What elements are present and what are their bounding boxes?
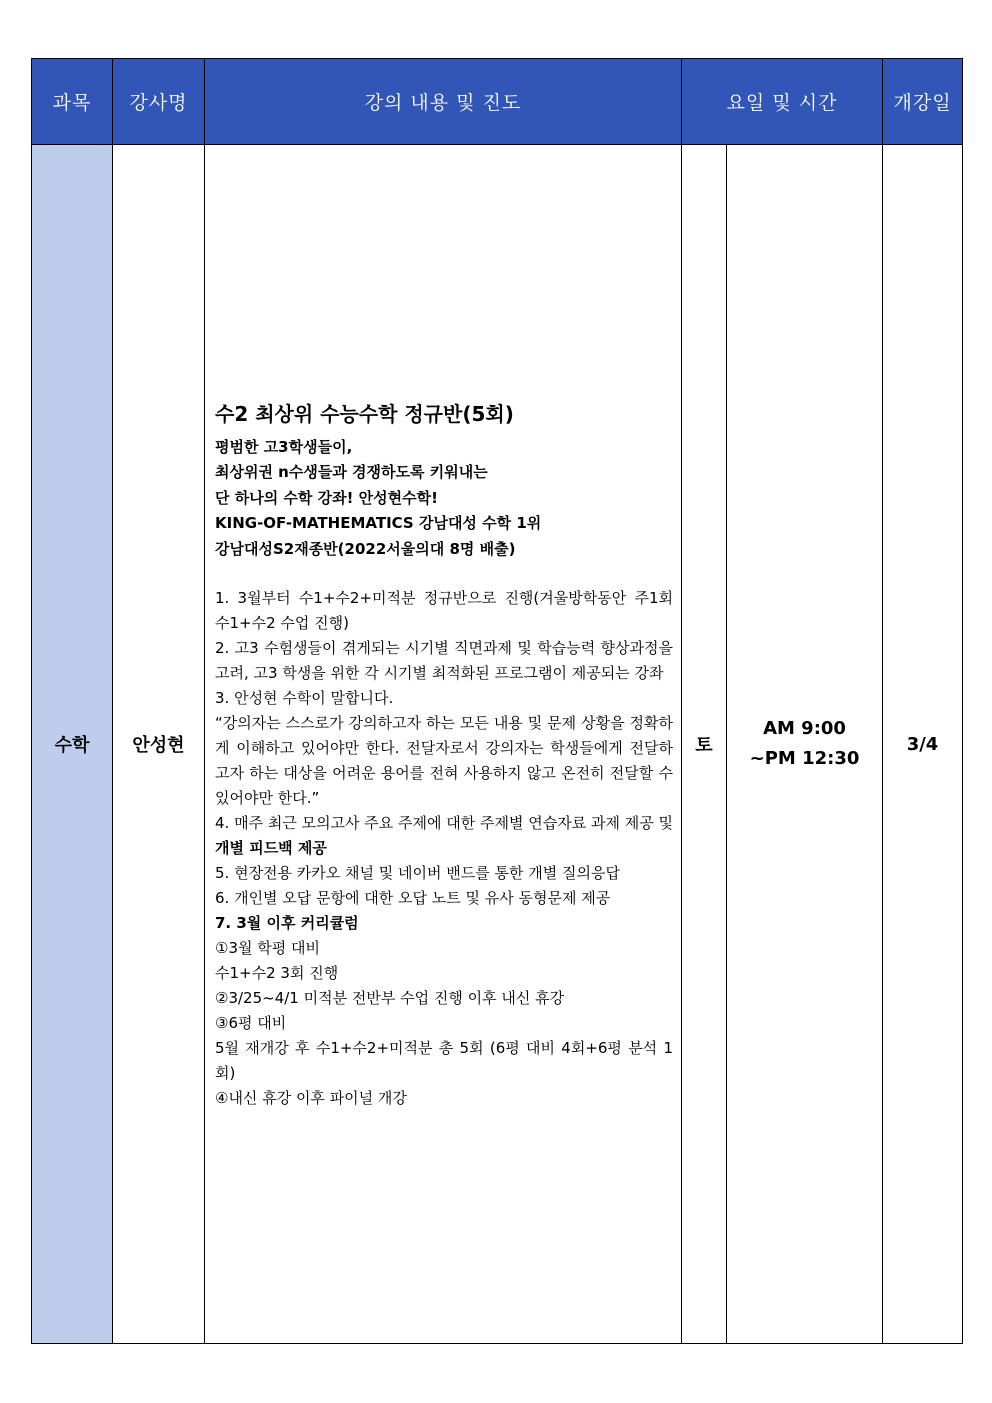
time-cell: [727, 145, 883, 1344]
curriculum-item-3-detail: 5월 재개강 후 수1+수2+미적분 총 5회 (6평 대비 4회+6평 분석 1회): [215, 1039, 673, 1083]
curriculum-item-1-detail: 수1+수2 3회 진행: [215, 964, 339, 983]
content-item-4: [215, 811, 673, 861]
header-row: [32, 59, 963, 145]
header-instructor: 강사명: [113, 59, 205, 145]
content-item-5: 5. 현장전용 카카오 채널 및 네이버 밴드를 통한 개별 질의응답: [215, 864, 620, 883]
content-item-6: 6. 개인별 오답 문항에 대한 오답 노트 및 유사 동형문제 제공: [215, 889, 611, 908]
time-end: ~PM 12:30: [749, 748, 860, 769]
header-content: 강의 내용 및 진도: [205, 59, 682, 145]
header-day-time: 요일 및 시간: [682, 59, 883, 145]
content-item-3: 3. 안성현 수학이 말합니다.: [215, 689, 394, 708]
curriculum-item-4: ④내신 휴강 이후 파이널 개강: [215, 1089, 407, 1108]
schedule-table: [31, 58, 963, 1344]
content-cell: [205, 145, 682, 1344]
intro-line: 최상위권 n수생들과 경쟁하도록 키워내는: [215, 463, 488, 482]
curriculum-item-2: ②3/25~4/1 미적분 전반부 수업 진행 이후 내신 휴강: [215, 989, 565, 1008]
curriculum-item-1: ①3월 학평 대비: [215, 939, 320, 958]
content-item-7: 7. 3월 이후 커리큘럼: [215, 914, 359, 933]
time-start: AM 9:00: [763, 718, 846, 739]
subject-cell: 수학: [32, 145, 113, 1344]
curriculum-item-3: ③6평 대비: [215, 1014, 287, 1033]
content-item-4-text: 4. 매주 최근 모의고사 주요 주제에 대한 주제별 연습자료 과제 제공 및: [215, 814, 673, 833]
content-item-1: 1. 3월부터 수1+수2+미적분 정규반으로 진행(겨울방학동안 주1회 수1+수2 수업 진행): [215, 589, 673, 633]
instructor-cell: 안성현: [113, 145, 205, 1344]
course-title: 수2 최상위 수능수학 정규반(5회): [215, 401, 514, 426]
start-date-cell: 3/4: [883, 145, 963, 1344]
intro-line: 강남대성S2재종반(2022서울의대 8명 배출): [215, 539, 516, 558]
header-subject: 과목: [32, 59, 113, 145]
content-item-3-quote: “강의자는 스스로가 강의하고자 하는 모든 내용 및 문제 상황을 정확하게 이해하고 있어야만 한다. 전달자로서 강의자는 학생들에게 전달하고자 하는 대상을 어려운 용어를 전혀 사용하지 않고 온전히 전달할 수 있어야만 한다.”: [215, 714, 673, 808]
content-item-4-bold: 개별 피드백 제공: [215, 839, 327, 858]
content-item-2: 2. 고3 수험생들이 겪게되는 시기별 직면과제 및 학습능력 향상과정을 고려, 고3 학생을 위한 각 시기별 최적화된 프로그램이 제공되는 강좌: [215, 639, 673, 683]
table-row: [32, 145, 963, 1344]
header-start-date: 개강일: [883, 59, 963, 145]
day-cell: 토: [682, 145, 727, 1344]
intro-line: 평범한 고3학생들이,: [215, 437, 353, 456]
intro-line: KING-OF-MATHEMATICS 강남대성 수학 1위: [215, 514, 542, 533]
intro-line: 단 하나의 수학 강좌! 안성현수학!: [215, 488, 438, 507]
